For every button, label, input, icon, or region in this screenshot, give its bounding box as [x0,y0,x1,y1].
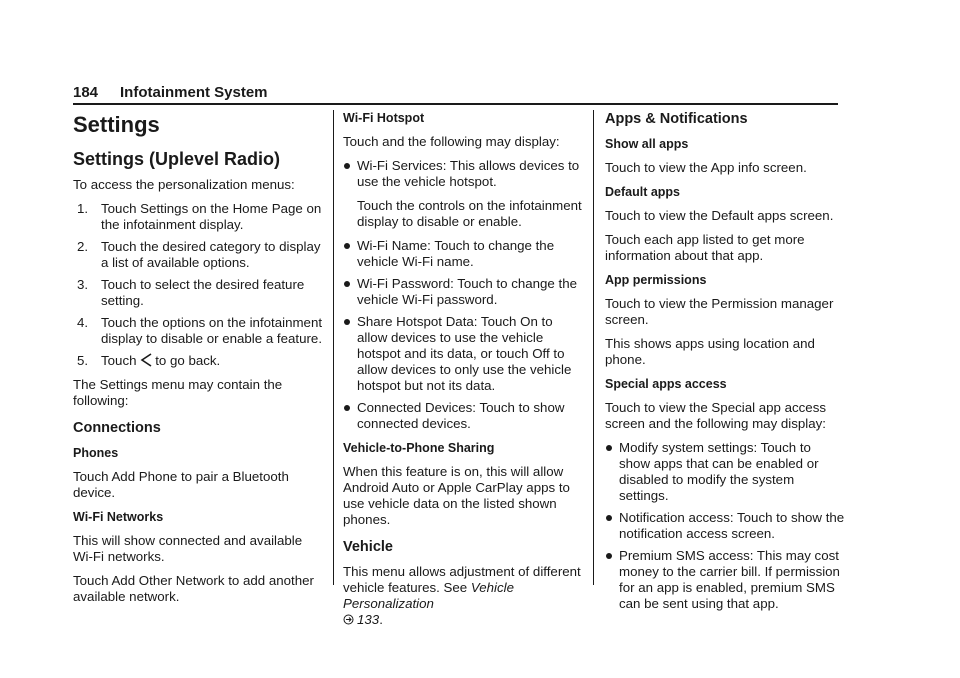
hotspot-intro: Touch and the following may display: [343,134,560,149]
step-text-post: to go back. [155,353,221,368]
column-divider-1 [333,110,334,585]
hotspot-list [343,158,583,190]
bullet-icon [344,319,350,325]
step-text: Touch the options on the infotainment display to disable or enable a feature. [101,315,323,346]
column-2 [343,110,583,636]
step-text: Touch to select the desired feature setting. [101,277,305,308]
bullet-text: Modify system settings: Touch to show apps that can be enabled or disabled to modify the system settings. [619,440,819,503]
wifi-networks-label: Wi-Fi Networks [73,510,164,524]
step-text: Touch the desired category to display a list of available options. [101,239,321,270]
step-item [73,353,325,369]
show-all-apps-label: Show all apps [605,137,689,151]
step-item [73,201,325,233]
bullet-text: Notification access: Touch to show the notification access screen. [619,510,845,541]
bullet-icon [344,281,350,287]
app-permissions-text-2: This shows apps using location and phone. [605,336,815,367]
bullet-text: Wi-Fi Password: Touch to change the vehicle Wi-Fi password. [357,276,577,307]
step-number: 4. [77,315,89,330]
bullet-text: Wi-Fi Services: This allows devices to use the vehicle hotspot. [357,158,580,189]
bullet-icon [606,515,612,521]
step-text-pre: Touch [101,353,137,368]
header-rule [73,103,838,105]
vehicle-desc: This menu allows adjustment of different vehicle features. See [343,564,581,595]
hotspot-label: Wi-Fi Hotspot [343,111,425,125]
list-item [343,238,583,270]
app-permissions-label: App permissions [605,273,707,287]
bullet-continuation: Touch the controls on the infotainment display to disable or enable. [357,198,582,229]
bullet-icon [344,163,350,169]
step-item [73,277,325,309]
bullet-icon [606,445,612,451]
page-reference-icon [343,614,354,625]
bullet-text: Wi-Fi Name: Touch to change the vehicle Wi-Fi name. [357,238,555,269]
phones-label: Phones [73,446,119,460]
list-item [343,314,583,394]
bullet-icon [606,553,612,559]
bullet-icon [344,405,350,411]
steps-list [73,201,325,369]
hotspot-list-2 [343,238,583,432]
step-number: 1. [77,201,89,216]
special-apps-text: Touch to view the Special app access screen and the following may display: [605,400,827,431]
vehicle-personalization-link[interactable]: Vehicle Personalization [343,580,515,611]
page-number: 184 [73,84,99,101]
default-apps-text: Touch to view the Default apps screen. [605,208,834,223]
column-1 [73,110,325,613]
section-title: Infotainment System [120,84,268,101]
step-item [73,239,325,271]
default-apps-text-2: Touch each app listed to get more information about that app. [605,232,805,263]
step-text: Touch Settings on the Home Page on the infotainment display. [101,201,322,232]
sharing-text: When this feature is on, this will allow Android Auto or Apple CarPlay apps to use vehicle data on the listed shown phones. [343,464,570,527]
bullet-text: Share Hotspot Data: Touch On to allow devices to use the vehicle hotspot and its data, or touch Off to allow devices to only use the vehicle hotspot but not its data. [357,314,572,393]
step-number: 2. [77,239,89,254]
step-item [73,315,325,347]
wifi-networks-text: This will show connected and available Wi-Fi networks. [73,533,303,564]
special-apps-list [605,440,845,612]
default-apps-label: Default apps [605,185,681,199]
app-permissions-text: Touch to view the Permission manager screen. [605,296,834,327]
bullet-icon [344,243,350,249]
connections-heading: Connections [73,420,161,436]
list-item [343,400,583,432]
list-item [343,158,583,190]
list-item [605,548,845,612]
settings-title: Settings [73,112,160,137]
add-network-text: Touch Add Other Network to add another available network. [73,573,314,604]
intro-text: To access the personalization menus: [73,177,295,192]
vehicle-text [343,564,583,628]
sharing-label: Vehicle-to-Phone Sharing [343,441,495,455]
phones-text: Touch Add Phone to pair a Bluetooth device. [73,469,289,500]
list-item [343,276,583,308]
list-item [605,510,845,542]
column-divider-2 [593,110,594,585]
reference-end: . [379,612,383,627]
show-all-apps-text: Touch to view the App info screen. [605,160,807,175]
vehicle-heading: Vehicle [343,539,393,555]
reference-page-number[interactable]: 133 [357,612,380,627]
step-number: 3. [77,277,89,292]
bullet-text: Premium SMS access: This may cost money to the carrier bill. If permission for an app is enabled, premium SMS can be sent using that app. [619,548,840,611]
back-arrow-icon [140,353,153,367]
page-header [73,83,838,105]
apps-notifications-heading: Apps & Notifications [605,111,748,127]
step-number: 5. [77,353,89,368]
bullet-text: Connected Devices: Touch to show connected devices. [357,400,565,431]
uplevel-radio-heading: Settings (Uplevel Radio) [73,149,281,169]
special-apps-label: Special apps access [605,377,727,391]
list-item [605,440,845,504]
menu-intro-text: The Settings menu may contain the following: [73,377,283,408]
column-3 [605,110,845,620]
